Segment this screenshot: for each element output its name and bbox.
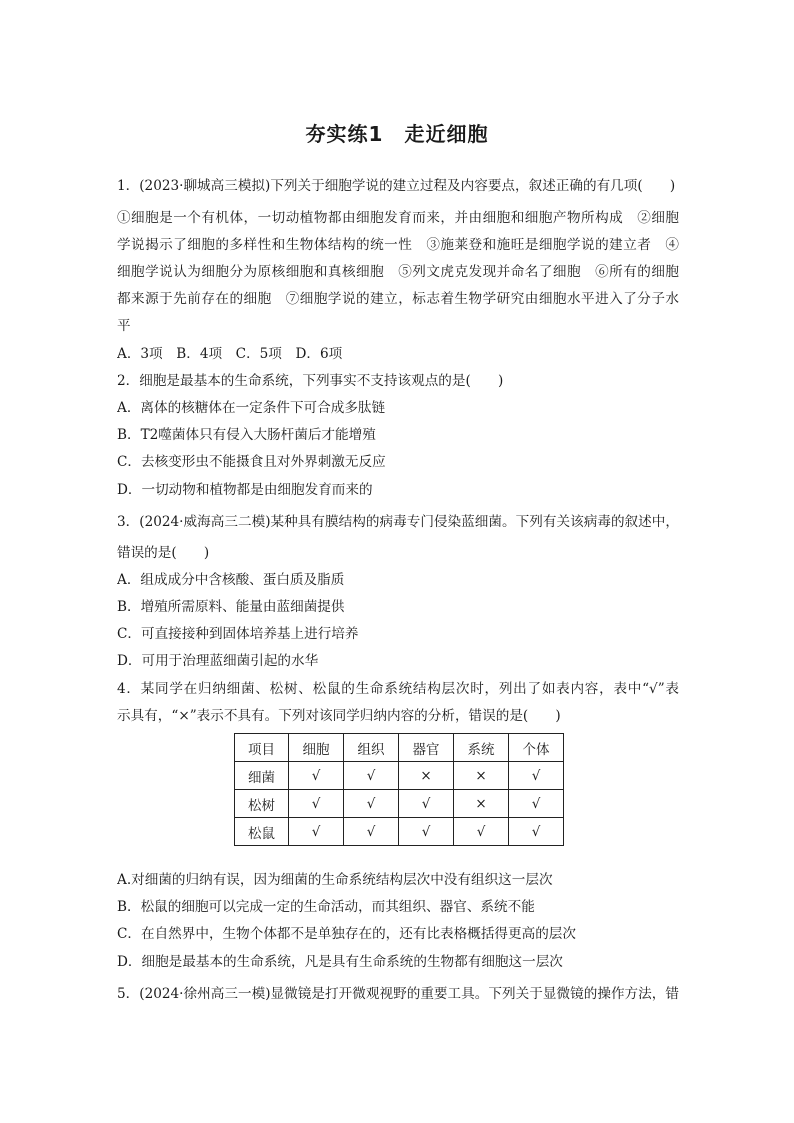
table-header-cell: 个体 — [509, 734, 564, 762]
table-cell: √ — [344, 790, 399, 818]
question-2-option-d: D．一切动物和植物都是由细胞发育而来的 — [117, 482, 373, 498]
question-1-statements-line-1: ①细胞是一个有机体，一切动植物都由细胞发育而来，并由细胞和细胞产物所构成 ②细胞 — [117, 210, 679, 226]
table-cell: × — [454, 790, 509, 818]
question-3-option-c: C．可直接接种到固体培养基上进行培养 — [117, 626, 359, 642]
question-2-stem: 2．细胞是最基本的生命系统，下列事实不支持该观点的是( ) — [117, 373, 504, 389]
table-cell: √ — [289, 818, 344, 846]
table-cell: × — [454, 762, 509, 790]
question-4-option-b: B．松鼠的细胞可以完成一定的生命活动，而其组织、器官、系统不能 — [117, 899, 535, 915]
table-cell: 细菌 — [235, 762, 289, 790]
table-cell: √ — [509, 762, 564, 790]
table-cell: √ — [344, 818, 399, 846]
table-cell: √ — [399, 790, 454, 818]
table-cell: 松鼠 — [235, 818, 289, 846]
question-3-option-b: B．增殖所需原料、能量由蓝细菌提供 — [117, 599, 345, 615]
table-row — [235, 818, 564, 846]
table-row — [235, 790, 564, 818]
table-header-cell: 项目 — [235, 734, 289, 762]
table-cell: √ — [509, 790, 564, 818]
life-system-table — [234, 733, 564, 846]
table-row — [235, 762, 564, 790]
question-3-stem-line-2: 错误的是( ) — [117, 545, 210, 561]
table-cell: √ — [454, 818, 509, 846]
table-cell: √ — [509, 818, 564, 846]
table-cell: √ — [399, 818, 454, 846]
question-2-option-b: B．T2噬菌体只有侵入大肠杆菌后才能增殖 — [117, 427, 376, 443]
question-3-option-d: D．可用于治理蓝细菌引起的水华 — [117, 653, 319, 669]
question-3-stem-line-1: 3．(2024·威海高三二模)某种具有膜结构的病毒专门侵染蓝细菌。下列有关该病毒的叙述中， — [117, 514, 679, 530]
question-5-stem: 5．(2024·徐州高三一模)显微镜是打开微观视野的重要工具。下列关于显微镜的操作方法，错 — [117, 986, 679, 1002]
question-4-option-a: A.对细菌的归纳有误，因为细菌的生命系统结构层次中没有组织这一层次 — [117, 872, 553, 888]
table-header-cell: 组织 — [344, 734, 399, 762]
question-1-statements-line-4: 都来源于先前存在的细胞 ⑦细胞学说的建立，标志着生物学研究由细胞水平进入了分子水 — [117, 291, 679, 307]
table-cell: √ — [344, 762, 399, 790]
question-1-options: A．3项 B．4项 C．5项 D．6项 — [117, 346, 343, 362]
question-4-stem-line-1: 4．某同学在归纳细菌、松树、松鼠的生命系统结构层次时，列出了如表内容，表中“√”表 — [117, 681, 679, 697]
table-cell: 松树 — [235, 790, 289, 818]
table-header-row — [235, 734, 564, 762]
question-1-statements-line-2: 学说揭示了细胞的多样性和生物体结构的统一性 ③施莱登和施旺是细胞学说的建立者 ④ — [117, 237, 679, 253]
question-4-option-c: C．在自然界中，生物个体都不是单独存在的，还有比表格概括得更高的层次 — [117, 926, 576, 942]
table-header-cell: 细胞 — [289, 734, 344, 762]
question-1-statements-line-5: 平 — [117, 318, 131, 334]
question-2-option-c: C．去核变形虫不能摄食且对外界刺激无反应 — [117, 454, 386, 470]
question-2-option-a: A．离体的核糖体在一定条件下可合成多肽链 — [117, 400, 386, 416]
table-cell: × — [399, 762, 454, 790]
table-cell: √ — [289, 790, 344, 818]
question-4-stem-line-2: 示具有，“×”表示不具有。下列对该同学归纳内容的分析，错误的是( ) — [117, 708, 561, 724]
question-1-stem: 1．(2023·聊城高三模拟)下列关于细胞学说的建立过程及内容要点，叙述正确的有几项( ) — [117, 178, 676, 194]
table-cell: √ — [289, 762, 344, 790]
question-4-option-d: D．细胞是最基本的生命系统，凡是具有生命系统的生物都有细胞这一层次 — [117, 954, 563, 970]
table-header-cell: 器官 — [399, 734, 454, 762]
page-title: 夯实练1 走近细胞 — [305, 122, 489, 146]
table-header-cell: 系统 — [454, 734, 509, 762]
question-3-option-a: A．组成成分中含核酸、蛋白质及脂质 — [117, 572, 345, 588]
question-1-statements-line-3: 细胞学说认为细胞分为原核细胞和真核细胞 ⑤列文虎克发现并命名了细胞 ⑥所有的细胞 — [117, 264, 679, 280]
